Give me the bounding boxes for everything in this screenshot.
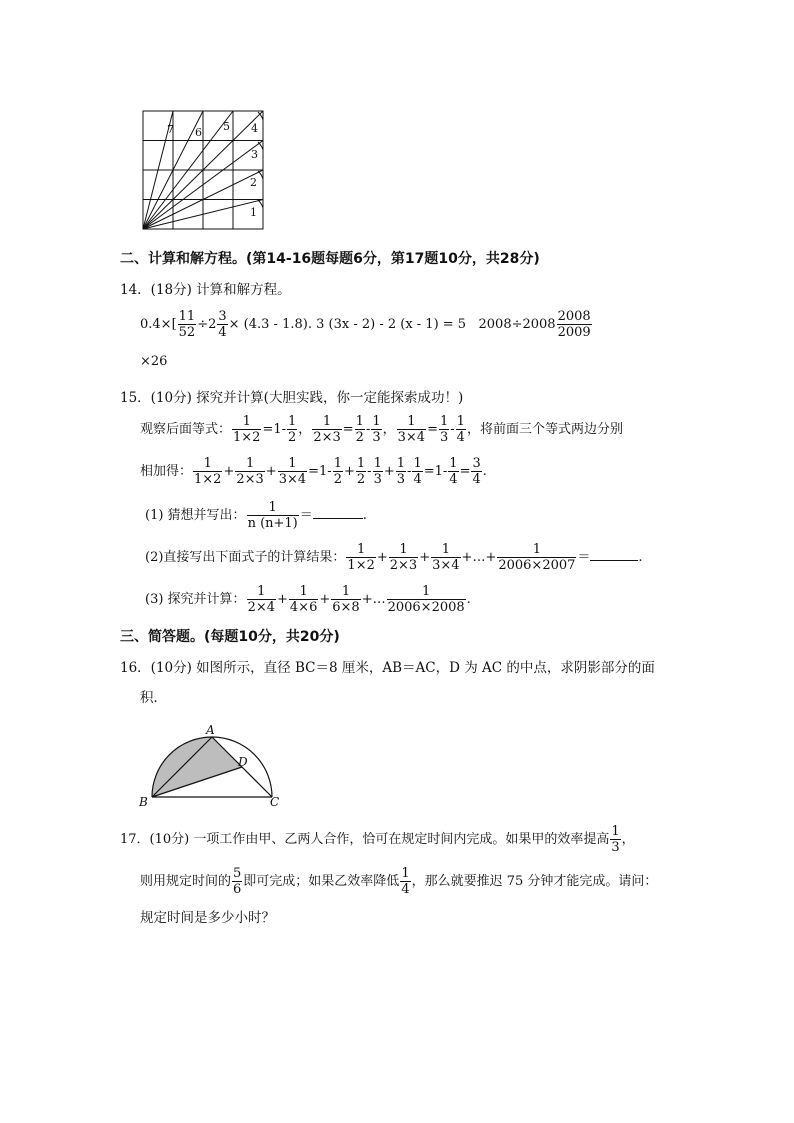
q15-observation-row: 观察后面等式： $\frac{1}{1\times 2}$ =1- $\frac{1}{2}$ ， $\frac{1}{2\times 3}$ = $\frac{1}{2}$ - $\frac{1}{3}$ ， $\frac{1}{3\times 4}$ = $\frac{1}{3}$ - $\frac{1}{4}$ ，将前面三个等式两边分别 xyxy=(140,414,623,445)
q15-part3: (3) 探究并计算： $\frac{1}{2\times 4}$ + $\frac{1}{4\times 6}$ + $\frac{1}{6\times 8}$ +… $\frac{1}{2006\times 2008}$ . xyxy=(145,584,471,615)
q14-expr3: 2008÷2008 xyxy=(478,317,556,332)
fraction: $\frac{3}{4}$ xyxy=(472,456,481,487)
fraction: $\frac{1}{3\times 4}$ xyxy=(397,414,426,445)
q15-part2: (2)直接写出下面式子的计算结果： $\frac{1}{1\times 2}$ + $\frac{1}{2\times 3}$ + $\frac{1}{3\times 4}$ +…+ $\frac{1}{2006\times 2007}$ ＝ . xyxy=(145,542,643,573)
fraction: $\frac{1}{2\times 4}$ xyxy=(247,584,275,615)
section-3-title: 三、简答题。(每题10分，共20分) xyxy=(120,629,340,645)
fraction: $\frac{3}{4}$ xyxy=(218,309,227,340)
fraction: $\frac{1}{3}$ xyxy=(611,824,620,855)
fraction: $\frac{1}{2}$ xyxy=(356,456,366,487)
dot: . xyxy=(307,317,312,332)
fraction: $\frac{1}{4}$ xyxy=(413,456,422,487)
answer-blank[interactable] xyxy=(313,518,363,519)
fraction: $\frac{1}{n (n+1)}$ xyxy=(247,500,298,531)
point-b-label: B xyxy=(139,795,148,809)
fraction: $\frac{1}{4}$ xyxy=(401,866,410,897)
fraction: $\frac{1}{1\times 2}$ xyxy=(194,456,222,487)
q14-heading: 14．(18分) 计算和解方程。 xyxy=(120,282,291,298)
angle-label-1: 1 xyxy=(250,206,257,219)
q14-equation: 3 (3x - 2) - 2 (x - 1) = 5 xyxy=(316,317,467,332)
fraction: $\frac{1}{3\times 4}$ xyxy=(278,456,307,487)
fraction: $\frac{1}{3}$ xyxy=(396,456,406,487)
q16-text-line2: 积． xyxy=(140,690,167,706)
q15-part1: (1) 猜想并写出： $\frac{1}{n (n+1)}$ ＝ . xyxy=(145,500,367,531)
angle-grid-figure xyxy=(140,108,270,234)
fraction: $\frac{1}{3}$ xyxy=(439,414,449,445)
q15-heading: 15．(10分) 探究并计算(大胆实践，你一定能探索成功！) xyxy=(120,390,464,406)
fraction: $\frac{1}{4}$ xyxy=(449,456,458,487)
angle-label-3: 3 xyxy=(251,148,258,161)
fraction: $\frac{5}{6}$ xyxy=(233,866,242,897)
angle-label-4: 4 xyxy=(251,122,258,135)
semicircle-figure xyxy=(136,720,286,810)
point-c-label: C xyxy=(270,795,280,809)
q14-expr4: ×26 xyxy=(140,354,168,369)
fraction: $\frac{1}{6\times 8}$ xyxy=(332,584,360,615)
fraction: $\frac{1}{4\times 6}$ xyxy=(289,584,318,615)
fraction: $\frac{1}{2\times 3}$ xyxy=(236,456,264,487)
angle-label-2: 2 xyxy=(250,176,257,189)
fraction: $\frac{1}{2}$ xyxy=(355,414,364,445)
fraction: $\frac{1}{1\times 2}$ xyxy=(347,542,375,573)
q14-expr1-end: × (4.3 - 1.8) xyxy=(228,317,308,332)
answer-blank[interactable] xyxy=(590,560,638,561)
fraction: $\frac{11}{52}$ xyxy=(178,309,196,340)
q14-divide: ÷2 xyxy=(197,317,217,332)
point-a-label: A xyxy=(206,723,215,737)
q15-sum-row: 相加得： $\frac{1}{1\times 2}$ + $\frac{1}{2\times 3}$ + $\frac{1}{3\times 4}$ =1- $\frac{1}{2}$ + $\frac{1}{2}$ - $\frac{1}{3}$ + $\frac{1}{3}$ - $\frac{1}{4}$ =1- $\frac{1}{4}$ = $\frac{3}{4}$ . xyxy=(140,456,487,487)
q17-text-line1: 17．(10分) 一项工作由甲、乙两人合作，恰可在规定时间内完成。如果甲的效率提高 $\frac{1}{3}$ ， xyxy=(120,824,635,855)
q16-text-line1: 16．(10分) 如图所示，直径 BC＝8 厘米，AB＝AC，D 为 AC 的中点，求阴影部分的面 xyxy=(120,660,655,676)
fraction: $\frac{1}{2\times 3}$ xyxy=(313,414,341,445)
fraction: $\frac{1}{3\times 4}$ xyxy=(432,542,460,573)
q17-text-line3: 规定时间是多少小时？ xyxy=(140,910,275,926)
fraction: $\frac{1}{1\times 2}$ xyxy=(233,414,261,445)
section-2-title: 二、计算和解方程。(第14-16题每题6分，第17题10分，共28分) xyxy=(120,251,540,267)
label: 观察后面等式： xyxy=(140,422,232,437)
fraction: $\frac{1}{2006\times 2007}$ xyxy=(498,542,576,573)
q14-expression-row xyxy=(140,309,593,340)
fraction: $\frac{1}{3}$ xyxy=(372,414,381,445)
fraction: $\frac{1}{2006\times 2008}$ xyxy=(387,584,465,615)
angle-label-5: 5 xyxy=(223,120,230,133)
fraction: $\frac{1}{2}$ xyxy=(333,456,342,487)
fraction: $\frac{1}{4}$ xyxy=(456,414,465,445)
fraction: $\frac{2008}{2009}$ xyxy=(557,309,591,340)
fraction: $\frac{1}{2}$ xyxy=(288,414,297,445)
point-d-label: D xyxy=(238,755,248,769)
angle-label-7: 7 xyxy=(167,123,174,136)
fraction: $\frac{1}{2\times 3}$ xyxy=(389,542,418,573)
q14-expr1-start: 0.4×[ xyxy=(140,317,177,332)
q17-text-line2: 则用规定时间的 $\frac{5}{6}$ 即可完成；如果乙效率降低 $\frac{1}{4}$ ，那么就要推迟 75 分钟才能完成。请问： xyxy=(140,866,658,897)
angle-label-6: 6 xyxy=(195,126,202,139)
fraction: $\frac{1}{3}$ xyxy=(373,456,382,487)
